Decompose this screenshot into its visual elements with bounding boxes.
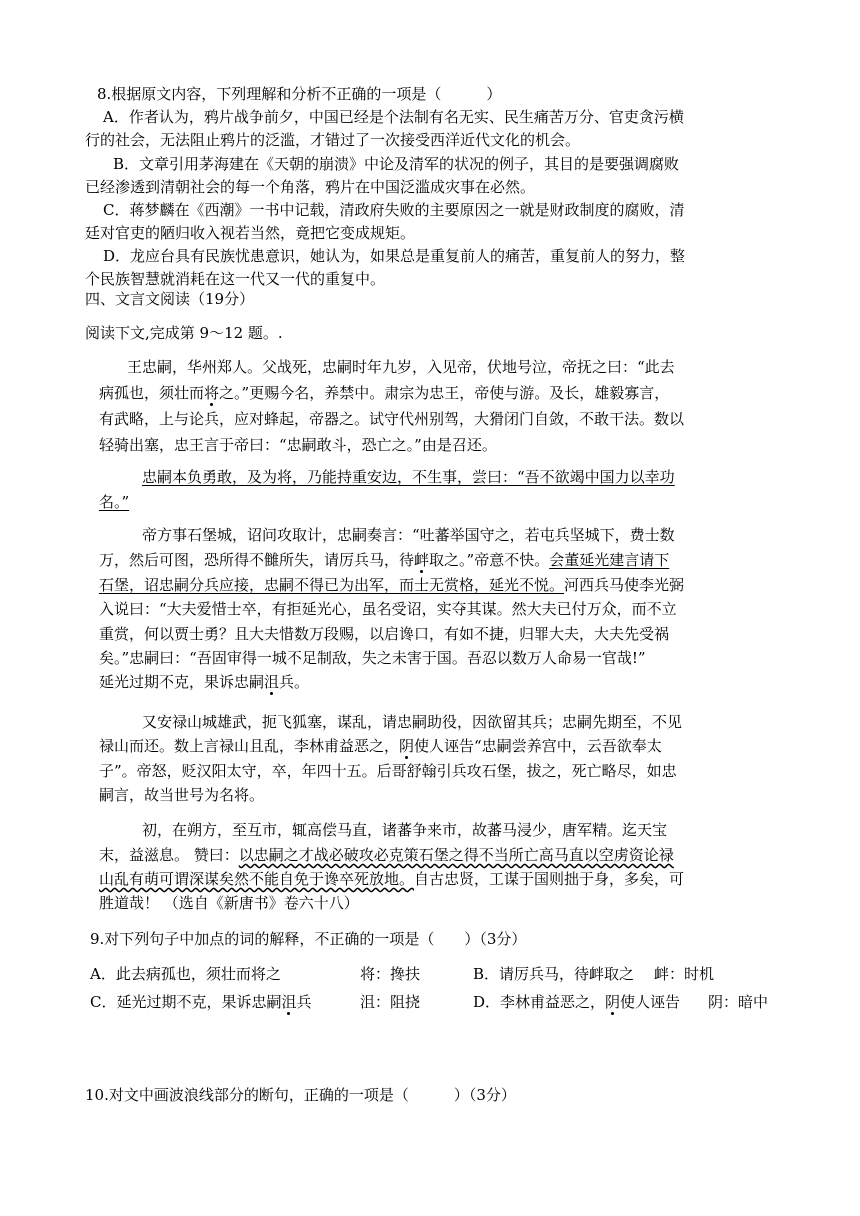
- text-run: 万，然后可图，恐所得不雠所失，请厉兵马，待: [99, 551, 415, 569]
- passage-p4-line4: 嗣言，故当世号为名将。: [99, 786, 265, 804]
- text-run: 延光过期不克，果诉忠嗣: [99, 673, 265, 691]
- text-run: 禄山而还。数上言禄山且乱，李林甫益恶之，: [99, 737, 400, 755]
- wavy-underlined-text: 山乱有萌可谓深谋矣然不能自免于谗卒死放地。: [99, 870, 415, 888]
- passage-p3-line7: [99, 671, 309, 693]
- text-run: 取之。”帝意不快。: [429, 551, 550, 569]
- dotted-word: 衅: [414, 551, 430, 569]
- text-run: 使人诬告: [620, 993, 681, 1011]
- text-run: 使人诬告“忠嗣尝养宫中，云吾欲奉太: [414, 737, 662, 755]
- text-run: A．此去病孤也，须壮而将之: [90, 965, 281, 983]
- passage-p4-line2: [99, 735, 662, 757]
- dotted-word: 沮: [281, 993, 297, 1011]
- underlined-text: 石堡，诏忠嗣分兵应接，忠嗣不得已为出军，而士无赏格，延光不悦。: [99, 576, 565, 594]
- dotted-word: 将: [204, 384, 220, 402]
- passage-p3-line2: [99, 549, 669, 571]
- passage-p5-line4: 胜道哉！ （选自《新唐书》卷六十八）: [99, 894, 359, 912]
- passage-p3-line1: 帝方事石堡城，诏问攻取计，忠嗣奏言：“吐蕃举国守之，若屯兵坚城下，费士数: [142, 526, 675, 544]
- section-title: 四、文言文阅读（19分）: [85, 290, 255, 308]
- text-run: 末，益滋息。 赞曰：: [99, 846, 239, 864]
- passage-p5-line1: 初，在朔方，至互市，辄高偿马直，诸蕃争来市，故蕃马浸少，唐军精。迄天宝: [142, 821, 668, 839]
- q8-option-b-line2: 已经渗透到清朝社会的每一个角落，鸦片在中国泛滥成灾事在必然。: [85, 178, 536, 196]
- passage-p1-line3: 有武略，上与论兵，应对蜂起，帝器之。试守代州别驾，大猾闭门自敛，不敢干法。数以: [99, 410, 685, 428]
- text-run: 之。”更赐今名，养禁中。肃宗为忠王，帝使与游。及长，雄毅寡言，: [219, 384, 670, 402]
- passage-p3-line3: [99, 574, 684, 596]
- q9-option-d: [473, 991, 680, 1013]
- q9-option-a-definition: 将：搀扶: [360, 965, 421, 983]
- text-run: 兵。: [279, 673, 310, 691]
- q8-option-d-line1: D．龙应台具有民族忧患意识，她认为，如果总是重复前人的痛苦，重复前人的努力，整: [103, 247, 686, 265]
- passage-p4-line1: 又安禄山城雄武，扼飞狐塞，谋乱，请忠嗣助役，因欲留其兵；忠嗣先期至，不见: [142, 713, 683, 731]
- q9-option-c-definition: 沮：阻挠: [360, 993, 421, 1011]
- text-run: 自古忠贤，工谋于国则拙于身，多矣，可: [414, 870, 685, 888]
- passage-p1-line1: 王忠嗣，华州郑人。父战死，忠嗣时年九岁，入见帝，伏地号泣，帝抚之曰：“此去: [127, 358, 675, 376]
- passage-p3-line6: 矣。”忠嗣曰：“吾固审得一城不足制敌，失之未害于国。吾忍以数万人命易一官哉!”: [99, 649, 646, 667]
- q9-stem: 9.对下列句子中加点的词的解释，不正确的一项是（ ）（3分）: [90, 930, 527, 948]
- q8-option-c-line2: 廷对官吏的陋归收入视若当然，竟把它变成规矩。: [85, 224, 416, 242]
- q9-option-b-definition: 衅：时机: [654, 965, 715, 983]
- text-run: D．李林甫益恶之，: [473, 993, 606, 1011]
- text-run: 病孤也，须壮而: [99, 384, 205, 402]
- text-run: 兵: [296, 993, 312, 1011]
- dotted-word: 沮: [264, 673, 280, 691]
- passage-p5-line2: [99, 844, 674, 866]
- q8-option-d-line2: 个民族智慧就消耗在这一代又一代的重复中。: [85, 270, 386, 288]
- passage-p4-line3: 子”。帝怒，贬汉阳太守，卒，年四十五。后哥舒翰引兵攻石堡，拔之，死亡略尽，如忠: [99, 762, 677, 780]
- passage-p3-line4: 入说曰：“大夫爱惜士卒，有拒延光心，虽名受诏，实夺其谋。然大夫已付万众，而不立: [99, 600, 677, 618]
- passage-p1-line2: [99, 382, 669, 404]
- text-run: C．延光过期不克，果诉忠嗣: [90, 993, 282, 1011]
- dotted-word: 阴: [399, 737, 415, 755]
- passage-p3-line5: 重赏，何以贾士勇？且大夫惜数万段赐，以启谗口，有如不捷，归罪大夫，大夫先受祸: [99, 625, 670, 643]
- q9-option-c: [90, 991, 312, 1013]
- q9-option-d-definition: 阴：暗中: [708, 993, 769, 1011]
- q8-option-a-line1: A．作者认为，鸦片战争前夕，中国已经是个法制有名无实、民生痛苦万分、官吏贪污横: [103, 108, 684, 126]
- section-instruction: 阅读下文,完成第 9～12 题。.: [85, 324, 283, 342]
- wavy-underlined-text: 以忠嗣之才战必破攻必克策石堡之得不当所亡高马直以空虏资论禄: [238, 846, 674, 864]
- passage-p2-line2: 名。”: [99, 493, 130, 511]
- q8-option-c-line1: C．蒋梦麟在《西潮》一书中记载，清政府失败的主要原因之一就是财政制度的腐败，清: [103, 201, 685, 219]
- passage-p2-line1: 忠嗣本负勇敢，及为将，乃能持重安边，不生事，尝曰：“吾不欲竭中国力以幸功: [142, 468, 675, 486]
- q9-option-a: [90, 963, 281, 985]
- q8-option-a-line2: 行的社会，无法阻止鸦片的泛滥，才错过了一次接受西洋近代文化的机会。: [85, 131, 581, 149]
- q10-stem: 10.对文中画波浪线部分的断句，正确的一项是（ ）（3分）: [85, 1086, 516, 1104]
- q8-option-b-line1: B．文章引用茅海建在《天朝的崩溃》中论及清军的状况的例子，其目的是要强调腐败: [113, 155, 680, 173]
- passage-p5-line3: [99, 868, 684, 890]
- passage-p1-line4: 轻骑出塞，忠王言于帝曰：“忠嗣敢斗，恐亡之。”由是召还。: [99, 436, 497, 454]
- underlined-text: 会董延光建言请下: [549, 551, 670, 569]
- text-run: 河西兵马使李光弼: [564, 576, 685, 594]
- q9-option-b: B．请厉兵马，待衅取之: [473, 965, 635, 983]
- dotted-word: 阴: [605, 993, 621, 1011]
- q8-stem: 8.根据原文内容，下列理解和分析不正确的一项是（ ）: [97, 85, 502, 103]
